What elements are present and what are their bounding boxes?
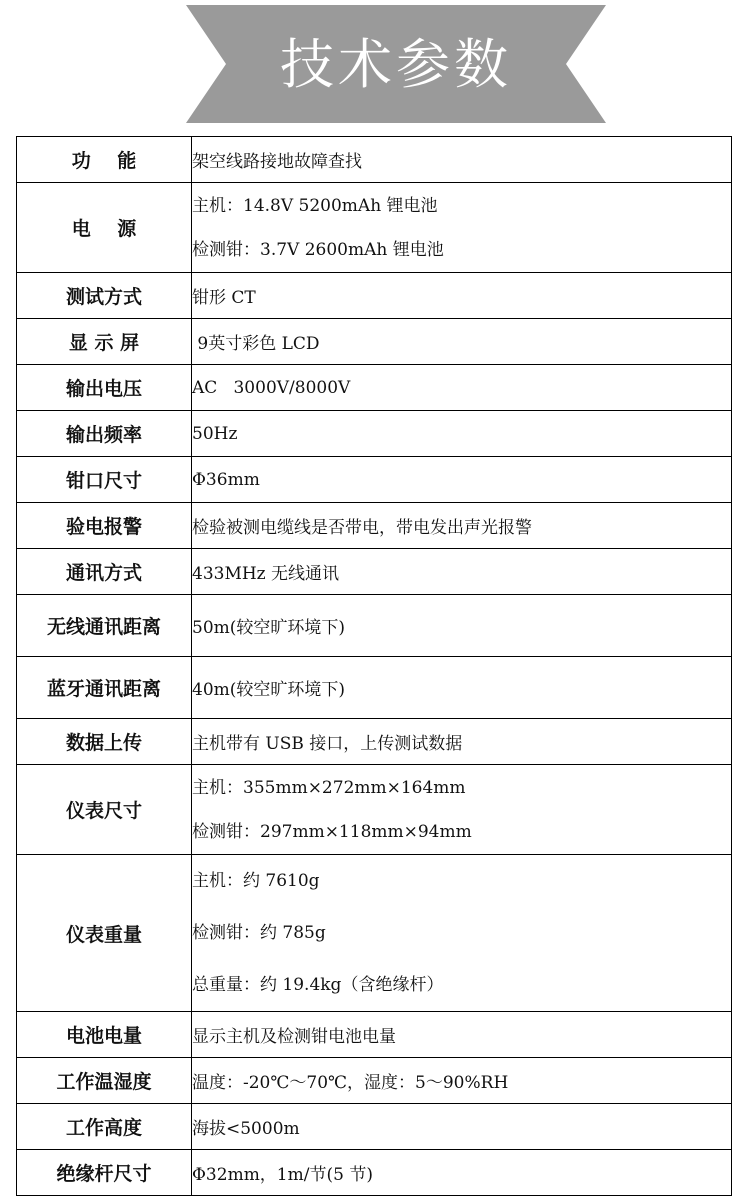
spec-value [192, 855, 732, 1012]
spec-value-line: 主机：约 7610g [192, 871, 320, 891]
spec-value-line: 433MHz 无线通讯 [192, 564, 340, 584]
spec-value [192, 719, 732, 765]
spec-label: 功 能 [17, 137, 192, 183]
spec-value [192, 765, 732, 855]
spec-value [192, 183, 732, 273]
spec-row [17, 1104, 732, 1150]
spec-label: 仪表尺寸 [17, 765, 192, 855]
spec-value-line: 主机带有 USB 接口，上传测试数据 [192, 734, 463, 754]
banner-title: 技术参数 [280, 32, 512, 96]
spec-value [192, 319, 732, 365]
spec-label: 绝缘杆尺寸 [17, 1150, 192, 1196]
spec-row [17, 183, 732, 273]
spec-value-line: 主机：14.8V 5200mAh 锂电池 [192, 195, 438, 216]
spec-row [17, 411, 732, 457]
spec-value-line: Φ32mm，1m/节(5 节) [192, 1165, 373, 1185]
spec-label: 数据上传 [17, 719, 192, 765]
spec-value [192, 1150, 732, 1196]
spec-row [17, 137, 732, 183]
spec-value-line: 主机：355mm×272mm×164mm [192, 777, 466, 798]
spec-label: 无线通讯距离 [17, 595, 192, 657]
spec-value-line: 检验被测电缆线是否带电，带电发出声光报警 [192, 518, 532, 538]
spec-value-line: 9英寸彩色 LCD [192, 334, 320, 354]
spec-label: 工作温湿度 [17, 1058, 192, 1104]
spec-label: 钳口尺寸 [17, 457, 192, 503]
spec-label: 通讯方式 [17, 549, 192, 595]
spec-value [192, 503, 732, 549]
spec-value-line: AC 3000V/8000V [192, 377, 351, 398]
spec-row [17, 365, 732, 411]
spec-label: 电 源 [17, 183, 192, 273]
spec-row [17, 319, 732, 365]
spec-value-line: 总重量：约 19.4kg（含绝缘杆） [192, 975, 444, 995]
spec-row [17, 503, 732, 549]
spec-value-line: 检测钳：约 785g [192, 923, 326, 943]
title-banner [186, 5, 606, 123]
spec-label: 电池电量 [17, 1012, 192, 1058]
spec-row [17, 1150, 732, 1196]
spec-label: 显 示 屏 [17, 319, 192, 365]
spec-row [17, 1012, 732, 1058]
spec-value [192, 457, 732, 503]
spec-value [192, 1104, 732, 1150]
spec-row [17, 549, 732, 595]
spec-label: 蓝牙通讯距离 [17, 657, 192, 719]
spec-value-line: 显示主机及检测钳电池电量 [192, 1027, 396, 1047]
spec-value-line: 架空线路接地故障查找 [192, 152, 362, 172]
spec-label: 工作高度 [17, 1104, 192, 1150]
spec-value-line: 钳形 CT [192, 288, 256, 308]
spec-value-line: 40m(较空旷环境下) [192, 680, 346, 700]
spec-value [192, 411, 732, 457]
spec-row [17, 855, 732, 1012]
spec-label: 输出频率 [17, 411, 192, 457]
spec-row [17, 457, 732, 503]
spec-value-line: 50m(较空旷环境下) [192, 618, 346, 638]
spec-label: 测试方式 [17, 273, 192, 319]
spec-value [192, 549, 732, 595]
spec-row [17, 595, 732, 657]
spec-row [17, 765, 732, 855]
spec-value [192, 273, 732, 319]
spec-row [17, 1058, 732, 1104]
spec-value [192, 657, 732, 719]
spec-value-line: 检测钳：297mm×118mm×94mm [192, 821, 472, 842]
specs-table [16, 136, 732, 1196]
spec-row [17, 719, 732, 765]
spec-value [192, 137, 732, 183]
spec-value [192, 1012, 732, 1058]
spec-value [192, 365, 732, 411]
spec-value-line: 50Hz [192, 423, 238, 444]
spec-label: 仪表重量 [17, 855, 192, 1012]
spec-value-line: 检测钳：3.7V 2600mAh 锂电池 [192, 239, 444, 260]
spec-value [192, 595, 732, 657]
spec-value [192, 1058, 732, 1104]
spec-label: 验电报警 [17, 503, 192, 549]
spec-value-line: 温度：-20℃～70℃，湿度：5～90%RH [192, 1073, 509, 1093]
spec-row [17, 657, 732, 719]
spec-value-line: 海拔<5000m [192, 1119, 300, 1139]
spec-value-line: Φ36mm [192, 469, 260, 490]
spec-label: 输出电压 [17, 365, 192, 411]
spec-row [17, 273, 732, 319]
